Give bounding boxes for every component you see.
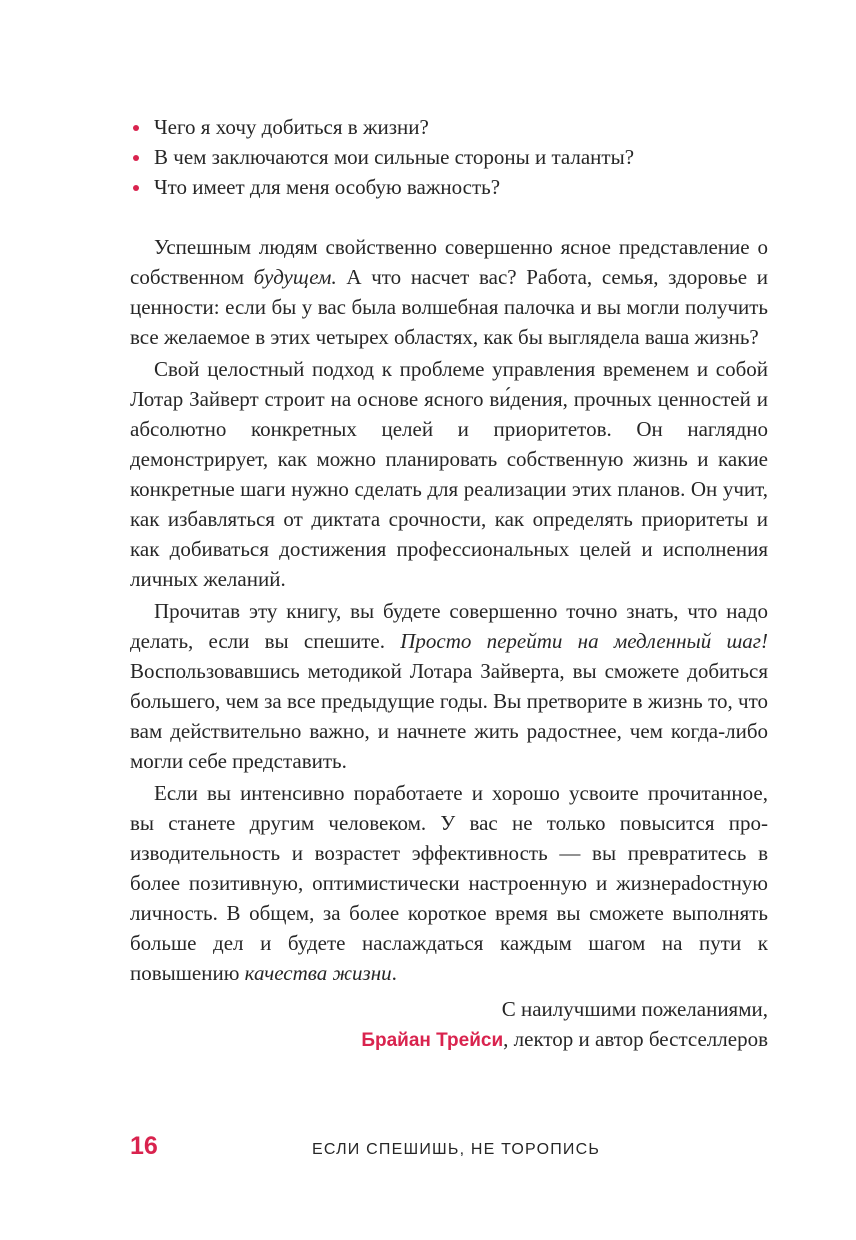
running-title: ЕСЛИ СПЕШИШЬ, НЕ ТОРОПИСЬ (312, 1141, 601, 1158)
bullet-dot (133, 155, 139, 161)
paragraph-1: Успешным людям свойственно совершенно ясное представление о собственном будущем. А что насчет вас? Работа, семья, здоровье и ценности: если бы у вас была волшебная палочка и вы могли получить все желаемое в этих четырех областях, как бы выглядела ваша жизнь? (130, 235, 768, 349)
bullet-item: Что имеет для меня особую важность? (130, 172, 768, 202)
signoff-greeting: С наилучшими пожеланиями, (501, 997, 768, 1021)
bullet-list (130, 112, 768, 202)
body-text (130, 232, 768, 988)
bullet-item: Чего я хочу добиться в жизни? (130, 112, 768, 142)
page-content (130, 112, 768, 1056)
paragraph-2: Свой целостный подход к проблеме управления временем и собой Лотар Зайверт строит на основе ясного ви́дения, прочных ценностей и абсолютно конкретных целей и приоритетов. Он наглядно демонстрирует, как можно планировать собственную жизнь и какие конкретные шаги нужно сделать для реализации этих планов. Он учит, как избавляться от диктата срочности, как определять приоритеты и как добиваться достижения профессиональных целей и исполнения личных желаний. (130, 357, 768, 591)
bullet-dot (133, 185, 139, 191)
bullet-item: В чем заключаются мои сильные стороны и таланты? (130, 142, 768, 172)
signoff-signature (130, 1024, 768, 1056)
page-number: 16 (130, 1132, 158, 1160)
author-role: , лектор и автор бестселлеров (503, 1027, 768, 1051)
paragraph-3: Прочитав эту книгу, вы будете совершенно точно знать, что надо делать, если вы спешите. Просто перейти на медленный шаг! Воспользовавшись методикой Лотара Зайверта, вы сможете добиться большего, чем за все предыдущие годы. Вы претворите в жизнь то, что вам действительно важно, и начнете жить радостнее, чем когда-либо могли себе представить. (130, 599, 768, 773)
bullet-dot (133, 125, 139, 131)
signoff (130, 994, 768, 1056)
paragraph-4: Если вы интенсивно поработаете и хорошо усвоите прочитанное, вы станете другим человеком. У вас не только повысится производительность и возрастет эффективность — вы превратитесь в более позитивную, оптимистически настроенную и жизнераdостную личность. В общем, за более короткое время вы сможете выполнять больше дел и будете наслаждаться каждым шагом на пути к повышению качества жизни. (130, 781, 768, 985)
author-name: Брайан Трейси (361, 1030, 504, 1051)
page-footer (130, 1132, 768, 1166)
